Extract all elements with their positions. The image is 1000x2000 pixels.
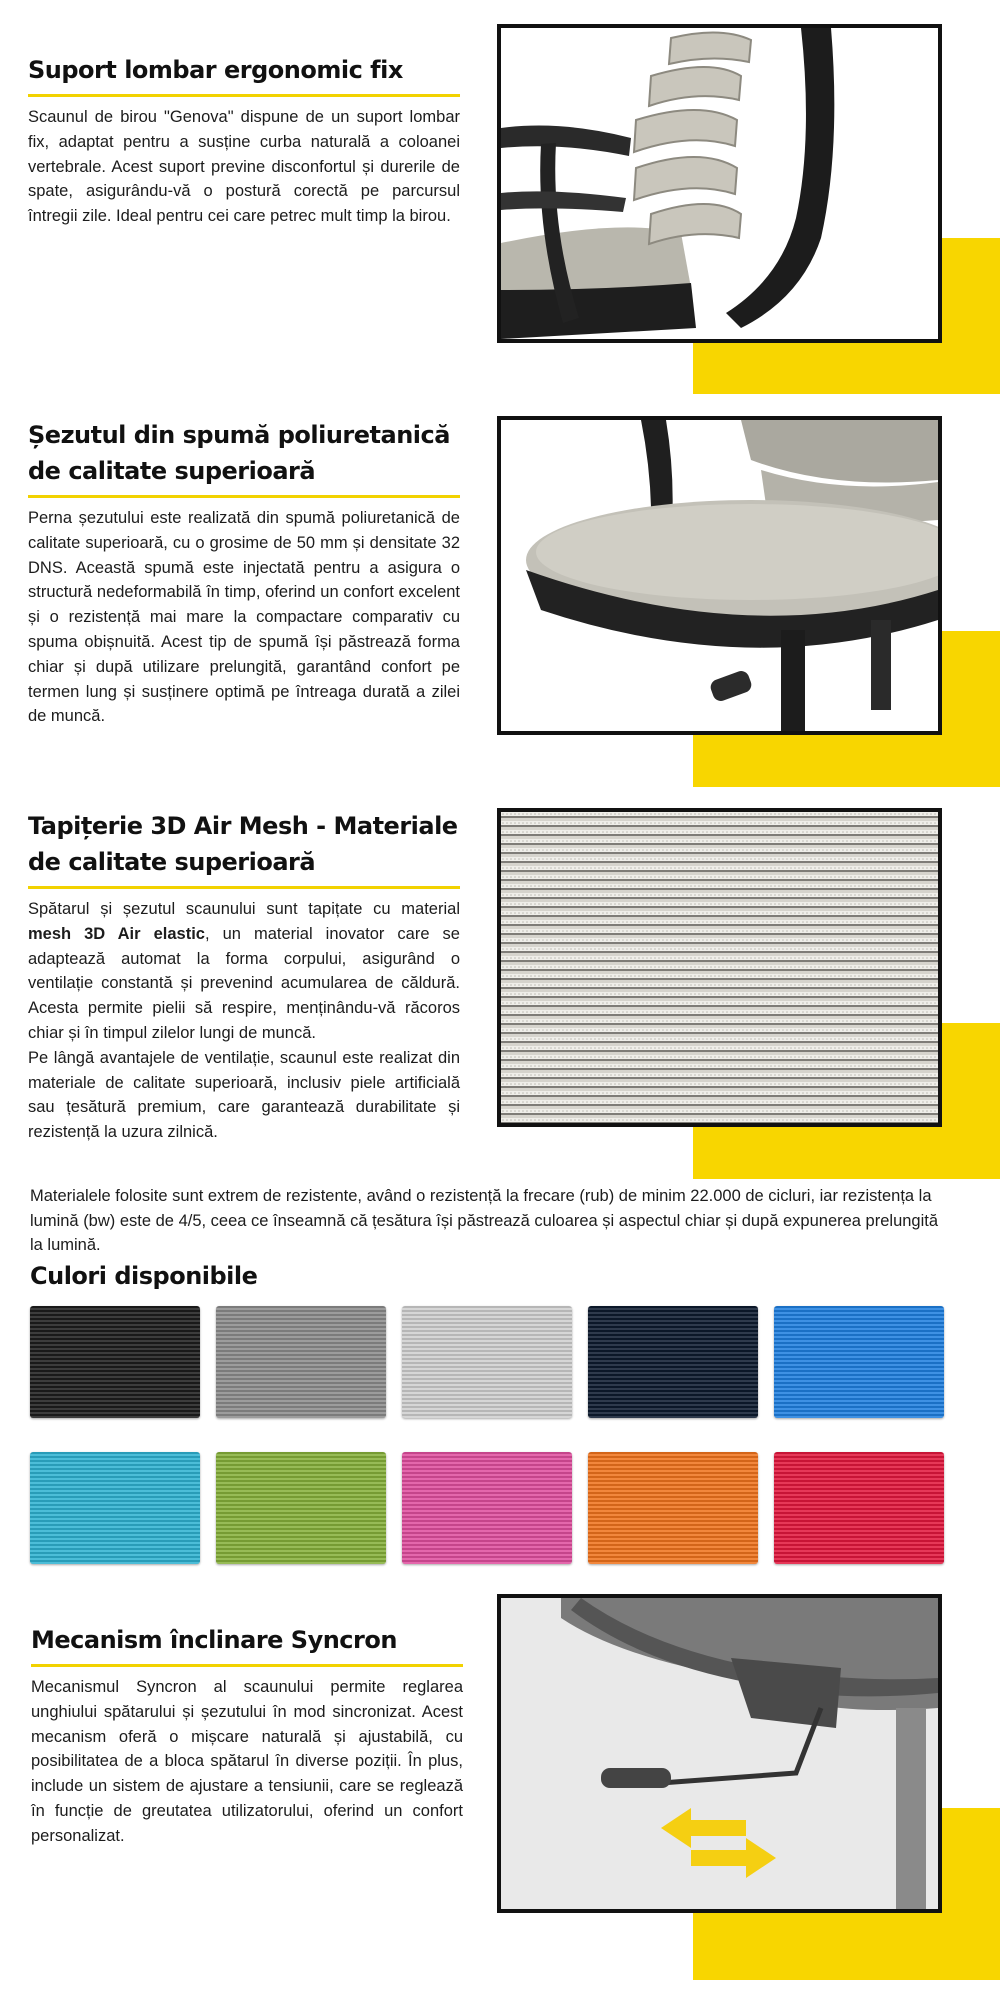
section-text	[28, 417, 460, 729]
section-title: Mecanism înclinare Syncron	[31, 1622, 463, 1667]
section-text	[28, 808, 460, 1145]
section-body: Spătarul și șezutul scaunului sunt tapițate cu material mesh 3D Air elastic, un material inovator care se adaptează automat la forma corpului, asigurând o ventilație constantă și prevenind acumularea de căldură. Acesta permite pielii să respire, menținându-vă răcoros chiar și în timpul zilelor lungi de muncă. Pe lângă avantajele de ventilație, scaunul este realizat din materiale de calitate superioară, inclusiv piele artificială sau țesătură premium, care garantează durabilitate și rezistență la uzura zilnică.	[28, 900, 460, 1142]
tilt-mechanism-photo	[497, 1594, 942, 1913]
color-swatch[interactable]	[30, 1306, 200, 1418]
section-seat-foam	[0, 395, 1000, 790]
section-body: Perna șezutului este realizată din spumă poliuretanică de calitate superioară, cu o grosime de 50 mm și densitate 32 DNS. Această spumă este injectată pentru a asigura o structură nedeformabilă în timp, oferind un confort excelent și o rezistență mai mare la compactare comparativ cu spuma obișnuită. Acest tip de spumă își păstrează forma chiar și după utilizare prelungită, garantând confort pe termen lung și susținere optimă pe întreaga durată a zilei de muncă.	[28, 509, 460, 726]
color-swatch[interactable]	[402, 1452, 572, 1564]
color-swatch[interactable]	[402, 1306, 572, 1418]
color-swatch[interactable]	[588, 1306, 758, 1418]
section-title: Tapițerie 3D Air Mesh - Materiale de calitate superioară	[28, 808, 460, 889]
section-3d-mesh	[0, 790, 1000, 1185]
color-swatch[interactable]	[216, 1452, 386, 1564]
section-text	[28, 52, 460, 229]
section-title: Șezutul din spumă poliuretanică de calitate superioară	[28, 417, 460, 498]
materials-note: Materialele folosite sunt extrem de rezistente, având o rezistență la frecare (rub) de minim 22.000 de cicluri, iar rezistența la lumină (bw) este de 4/5, ceea ce înseamnă că țesătura își păstrează culoarea și aspectul chiar și după expunerea prelungită la lumină.	[30, 1187, 939, 1254]
section-body: Scaunul de birou "Genova" dispune de un suport lombar fix, adaptat pentru a susține curba naturală a coloanei vertebrale. Acest suport previne disconfortul și durerile de spate, asigurându-vă o postură corectă pe parcursul întregii zile. Ideal pentru cei care petrec mult timp la birou.	[28, 108, 460, 226]
section-lumbar-support	[0, 0, 1000, 395]
color-swatch[interactable]	[774, 1452, 944, 1564]
color-swatch[interactable]	[216, 1306, 386, 1418]
colors-title: Culori disponibile	[30, 1262, 258, 1290]
section-syncron-mechanism	[0, 1590, 1000, 2000]
color-swatch[interactable]	[30, 1452, 200, 1564]
section-title: Suport lombar ergonomic fix	[28, 52, 460, 97]
section-text	[31, 1622, 463, 1849]
mesh-fabric-photo	[497, 808, 942, 1127]
color-swatch[interactable]	[588, 1452, 758, 1564]
color-swatch[interactable]	[774, 1306, 944, 1418]
chair-seat-photo	[497, 416, 942, 735]
chair-lumbar-photo	[497, 24, 942, 343]
section-body: Mecanismul Syncron al scaunului permite reglarea unghiului spătarului și șezutului în mod sincronizat. Acest mecanism oferă o mișcare naturală și ajustabilă, cu posibilitatea de a bloca spătarul în diverse poziții. În plus, include un sistem de ajustare a tensiunii, care se reglează în funcție de greutatea utilizatorului, oferind un confort personalizat.	[31, 1678, 463, 1845]
